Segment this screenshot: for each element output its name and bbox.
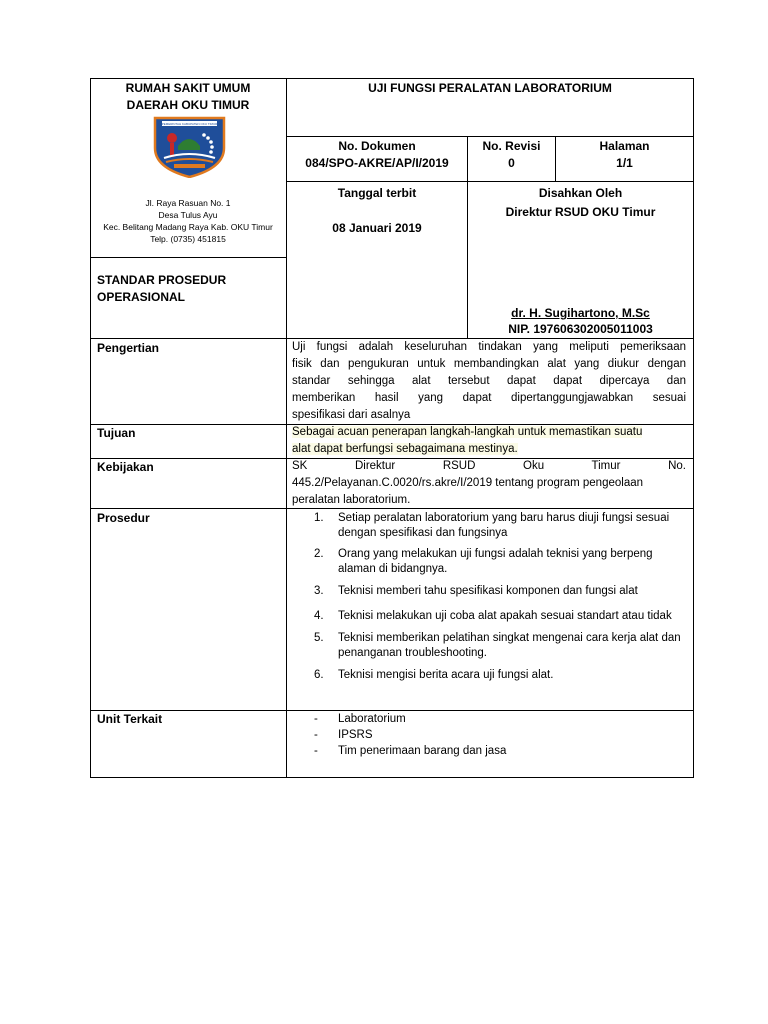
prosedur-item bbox=[292, 609, 682, 624]
tujuan-line-highlight: Sebagai acuan penerapan langkah-langkah untuk memastikan suatu bbox=[292, 426, 643, 438]
address-line1: Jl. Raya Rasuan No. 1 bbox=[145, 198, 231, 208]
prosedur-item-text: Orang yang melakukan uji fungsi adalah teknisi yang berpeng alaman di bidangnya. bbox=[338, 548, 653, 575]
prosedur-item bbox=[292, 584, 682, 599]
header-docinfo-divider bbox=[286, 181, 694, 182]
table-border-bottom bbox=[90, 777, 694, 778]
direktur-label: Direktur RSUD OKU Timur bbox=[505, 205, 656, 219]
prosedur-item-number: 4. bbox=[314, 610, 324, 622]
prosedur-item bbox=[292, 547, 682, 577]
pengertian-line: standar sehingga alat tersebut dapat dapat dipercaya dan bbox=[292, 375, 686, 387]
halaman-value: 1/1 bbox=[616, 156, 633, 170]
tujuan-label: Tujuan bbox=[97, 426, 136, 440]
unit-item-text: IPSRS bbox=[338, 729, 373, 741]
prosedur-item-text: Teknisi mengisi berita acara uji fungsi alat. bbox=[338, 669, 554, 681]
pengertian-line: memberikan hasil yang dapat dipertanggungjawabkan sesuai bbox=[292, 392, 686, 404]
address-phone: Telp. (0735) 451815 bbox=[150, 234, 226, 244]
table-border-left bbox=[90, 78, 91, 778]
address-line2: Desa Tulus Ayu bbox=[158, 210, 218, 220]
prosedur-item-number: 6. bbox=[314, 669, 324, 681]
unit-item bbox=[292, 711, 682, 727]
tujuan-line bbox=[292, 441, 686, 458]
header-left-divider bbox=[90, 257, 286, 258]
tanggal-terbit-value: 08 Januari 2019 bbox=[332, 221, 422, 235]
prosedur-item-text: Teknisi memberikan pelatihan singkat mengenai cara kerja alat dan penanganan troubleshooting. bbox=[338, 632, 681, 659]
logo-text: PEMERINTAH KABUPATEN OKU TIMUR bbox=[161, 122, 218, 126]
pengertian-line: Uji fungsi adalah keseluruhan tindakan yang meliputi pemeriksaan bbox=[292, 341, 686, 353]
hospital-name-line2: DAERAH OKU TIMUR bbox=[126, 98, 250, 112]
no-dokumen-label: No. Dokumen bbox=[338, 139, 416, 153]
prosedur-item-number: 3. bbox=[314, 585, 324, 597]
prosedur-item-number: 2. bbox=[314, 548, 324, 560]
header-title-divider bbox=[286, 136, 694, 137]
tanggal-terbit-label: Tanggal terbit bbox=[337, 186, 417, 200]
unit-item-bullet: - bbox=[314, 745, 318, 757]
prosedur-item bbox=[292, 631, 682, 661]
unit-item bbox=[292, 727, 682, 743]
oku-timur-logo bbox=[152, 116, 227, 178]
table-column-divider bbox=[286, 78, 287, 778]
table-border-top bbox=[90, 78, 694, 79]
hospital-name-line1: RUMAH SAKIT UMUM bbox=[125, 81, 251, 95]
pengertian-line: spesifikasi dari asalnya bbox=[292, 409, 411, 421]
prosedur-label: Prosedur bbox=[97, 511, 150, 525]
unit-item-text: Tim penerimaan barang dan jasa bbox=[338, 745, 507, 757]
kebijakan-line: SK Direktur RSUD Oku Timur No. bbox=[292, 460, 686, 472]
signer-name: dr. H. Sugihartono, M.Sc bbox=[511, 306, 650, 320]
no-dokumen-value: 084/SPO-AKRE/AP/I/2019 bbox=[305, 156, 449, 170]
tujuan-line bbox=[292, 424, 686, 441]
halaman-label: Halaman bbox=[599, 139, 650, 153]
unit-terkait-label: Unit Terkait bbox=[97, 712, 163, 726]
tujuan-text bbox=[292, 424, 686, 458]
no-revisi-label: No. Revisi bbox=[482, 139, 541, 153]
no-revisi-value: 0 bbox=[508, 156, 515, 170]
signer-nip: NIP. 197606302005011003 bbox=[508, 322, 653, 336]
unit-item-text: Laboratorium bbox=[338, 713, 406, 725]
sop-title-line2: OPERASIONAL bbox=[97, 290, 186, 304]
kebijakan-text bbox=[292, 458, 686, 509]
prosedur-item-text: Teknisi melakukan uji coba alat apakah sesuai standart atau tidak bbox=[338, 610, 672, 622]
pengertian-label: Pengertian bbox=[97, 341, 160, 355]
disahkan-oleh-label: Disahkan Oleh bbox=[538, 186, 623, 200]
prosedur-item-number: 5. bbox=[314, 632, 324, 644]
tujuan-line-highlight: alat dapat berfungsi sebagaimana mestinya. bbox=[292, 443, 518, 455]
prosedur-item bbox=[292, 511, 682, 541]
pengertian-text bbox=[292, 339, 686, 424]
address-line3: Kec. Belitang Madang Raya Kab. OKU Timur bbox=[103, 222, 273, 232]
sop-title-line1: STANDAR PROSEDUR bbox=[97, 273, 227, 287]
prosedur-item bbox=[292, 668, 682, 683]
prosedur-item-number: 1. bbox=[314, 512, 324, 524]
table-border-right bbox=[693, 78, 694, 778]
pengertian-line: fisik dan pengukuran untuk membandingkan alat yang diukur dengan bbox=[292, 358, 686, 370]
unit-item bbox=[292, 743, 682, 759]
prosedur-item-text: Setiap peralatan laboratorium yang baru harus diuji fungsi sesuai dengan spesifikasi dan fungsinya bbox=[338, 512, 670, 539]
prosedur-list bbox=[292, 511, 682, 683]
kebijakan-line: peralatan laboratorium. bbox=[292, 494, 411, 506]
document-title: UJI FUNGSI PERALATAN LABORATORIUM bbox=[368, 81, 612, 95]
prosedur-item-text: Teknisi memberi tahu spesifikasi komponen dan fungsi alat bbox=[338, 585, 638, 597]
kebijakan-line: 445.2/Pelayanan.C.0020/rs.akre/I/2019 tentang program pengeolaan bbox=[292, 477, 644, 489]
unit-terkait-list bbox=[292, 711, 682, 759]
unit-item-bullet: - bbox=[314, 713, 318, 725]
kebijakan-label: Kebijakan bbox=[97, 460, 154, 474]
unit-item-bullet: - bbox=[314, 729, 318, 741]
